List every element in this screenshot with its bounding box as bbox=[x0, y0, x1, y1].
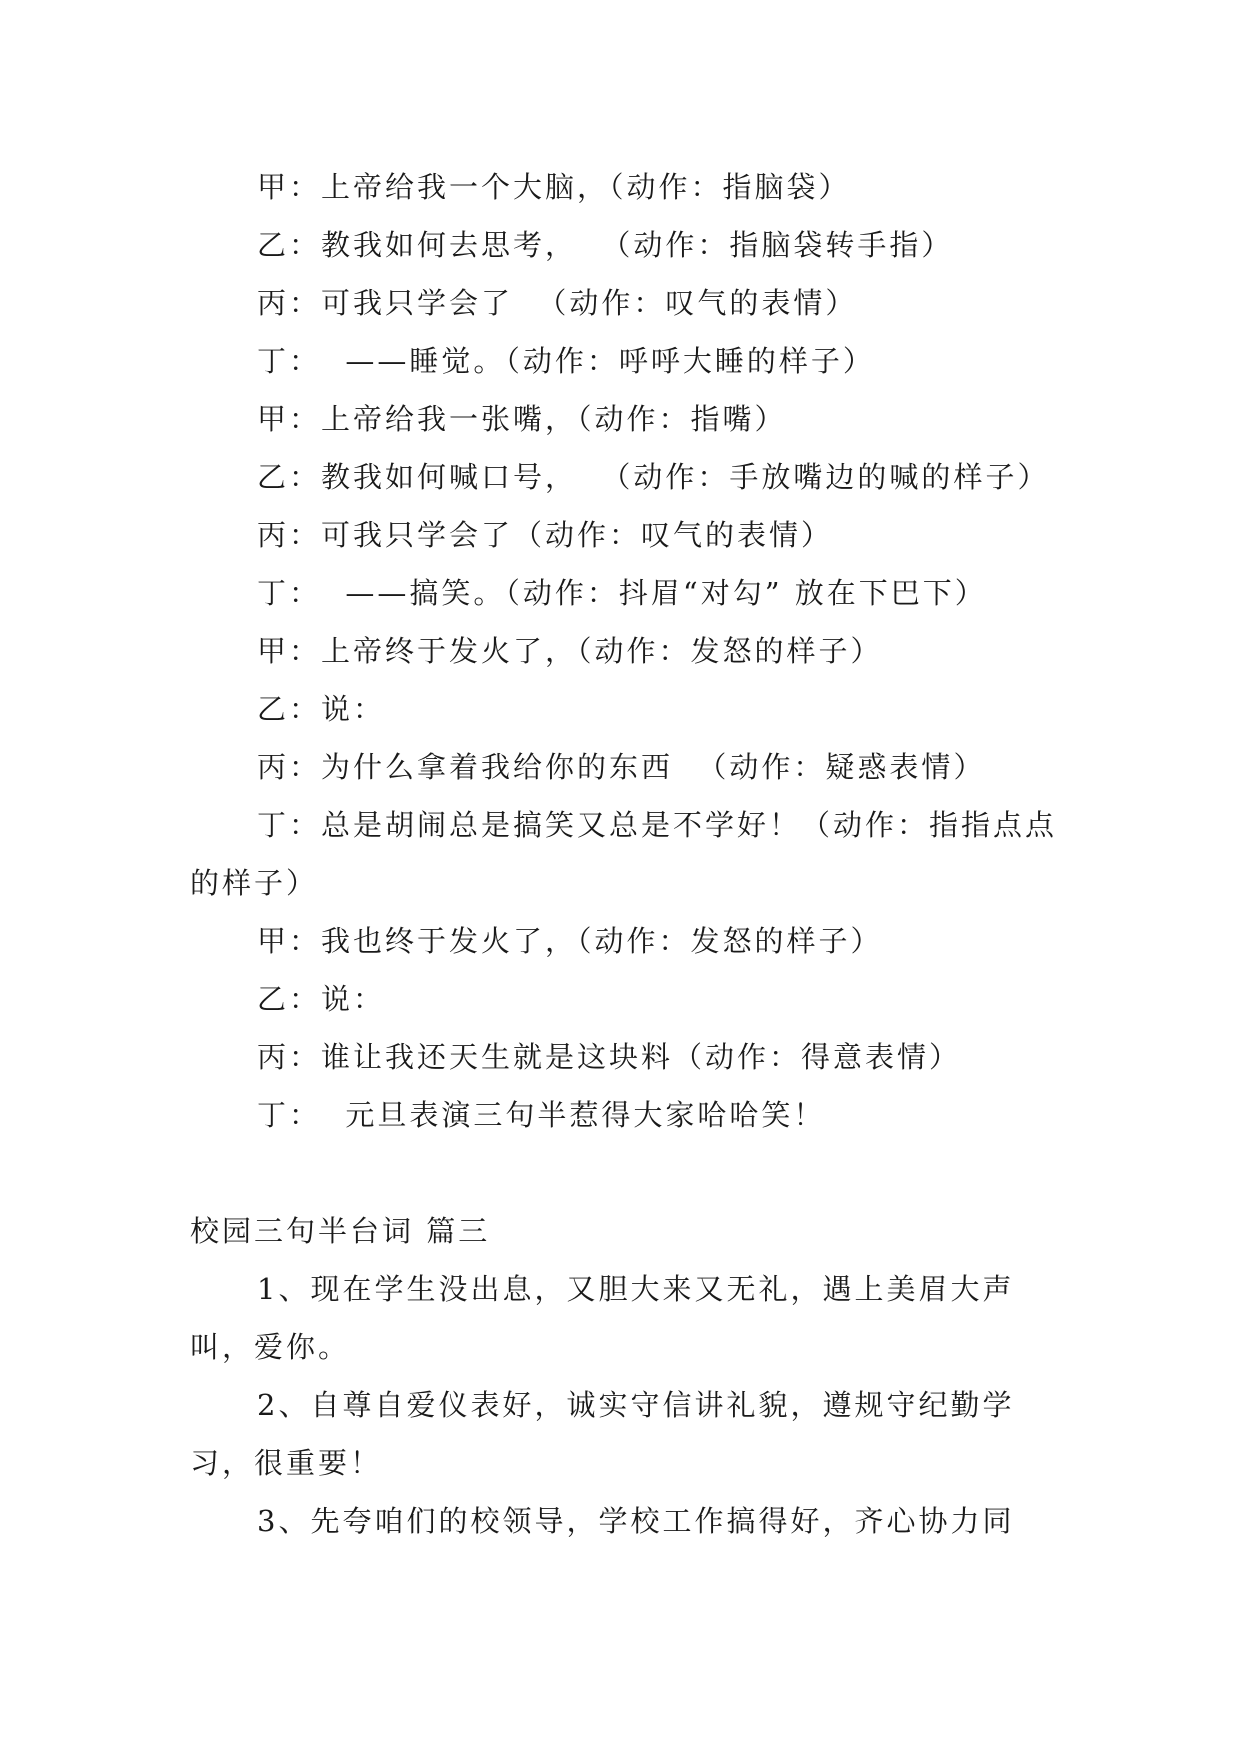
dialogue-line: 甲：上帝终于发火了，（动作：发怒的样子） bbox=[257, 634, 883, 668]
dialogue-line: 乙：说： bbox=[257, 982, 386, 1016]
section-paragraph: 1、现在学生没出息，又胆大来又无礼，遇上美眉大声叫，爱你。 bbox=[190, 1272, 1015, 1364]
dialogue-line: 丙：为什么拿着我给你的东西 （动作：疑惑表情） bbox=[257, 750, 986, 784]
dialogue-line: 丙：可我只学会了 （动作：叹气的表情） bbox=[257, 286, 858, 320]
dialogue-line: 丁： 元旦表演三句半惹得大家哈哈笑！ bbox=[257, 1098, 826, 1132]
dialogue-line: 乙：教我如何喊口号， （动作：手放嘴边的喊的样子） bbox=[257, 460, 1050, 494]
dialogue-line: 甲：上帝给我一张嘴，（动作：指嘴） bbox=[257, 402, 787, 436]
dialogue-line: 丁：总是胡闹总是搞笑又总是不学好！（动作：指指点点的样子） bbox=[190, 808, 1058, 900]
section-paragraph: 2、自尊自爱仪表好，诚实守信讲礼貌，遵规守纪勤学习，很重要！ bbox=[190, 1388, 1015, 1480]
dialogue-line: 乙：说： bbox=[257, 692, 386, 726]
dialogue-line: 丁： ——搞笑。（动作：抖眉“对勾” 放在下巴下） bbox=[257, 576, 987, 610]
document-body bbox=[190, 158, 1070, 1550]
dialogue-line: 甲：上帝给我一个大脑，（动作：指脑袋） bbox=[257, 170, 851, 204]
dialogue-line: 丙：可我只学会了（动作：叹气的表情） bbox=[257, 518, 834, 552]
section-heading: 校园三句半台词 篇三 bbox=[190, 1214, 491, 1248]
dialogue-line: 甲：我也终于发火了，（动作：发怒的样子） bbox=[257, 924, 883, 958]
dialogue-line: 乙：教我如何去思考， （动作：指脑袋转手指） bbox=[257, 228, 954, 262]
dialogue-line: 丙：谁让我还天生就是这块料（动作：得意表情） bbox=[257, 1040, 962, 1074]
section-paragraph: 3、先夸咱们的校领导，学校工作搞得好，齐心协力同 bbox=[257, 1504, 1015, 1538]
dialogue-line: 丁： ——睡觉。（动作：呼呼大睡的样子） bbox=[257, 344, 875, 378]
